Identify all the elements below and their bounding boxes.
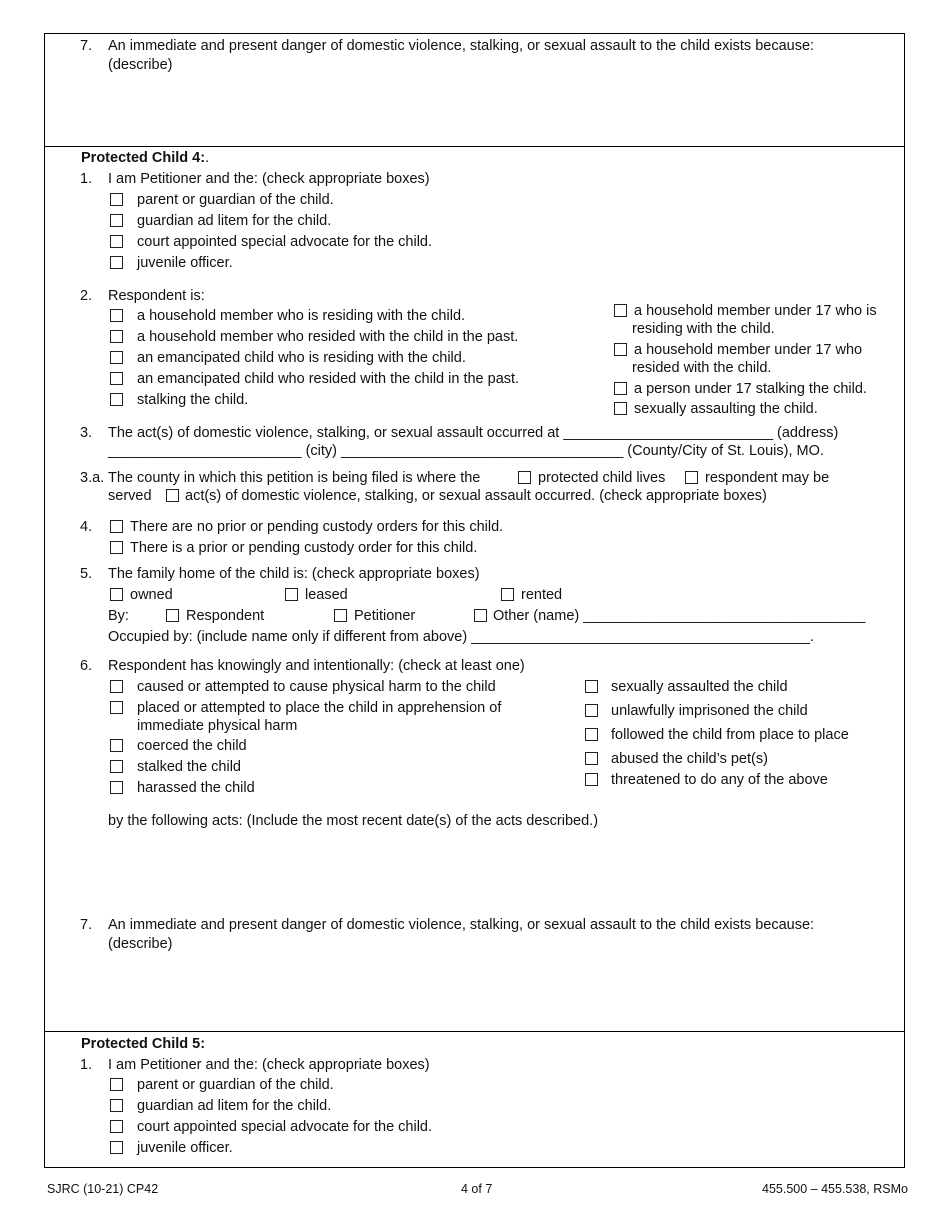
option-label: placed or attempted to place the child in apprehension of: [137, 700, 502, 716]
checkbox-parent-guardian[interactable]: [110, 1078, 123, 1091]
checkbox-guardian-ad-litem[interactable]: [110, 1099, 123, 1112]
checkbox-by-other[interactable]: [474, 609, 487, 622]
option-label: stalked the child: [137, 759, 241, 775]
option-label: Petitioner: [354, 608, 416, 624]
option-label: leased: [305, 587, 348, 603]
checkbox-by-petitioner[interactable]: [334, 609, 347, 622]
danger-question-describe: (describe): [108, 936, 173, 952]
option-label: owned: [130, 587, 173, 603]
option-label: caused or attempted to cause physical harm to the child: [137, 679, 496, 695]
other-name-field[interactable]: Other (name) ___________________________________: [493, 608, 866, 624]
checkbox-home-leased[interactable]: [285, 588, 298, 601]
option-label: coerced the child: [137, 738, 247, 754]
option-label: protected child lives: [538, 470, 666, 486]
petitioner-question: I am Petitioner and the: (check appropriate boxes): [108, 171, 430, 187]
acts-question: Respondent has knowingly and intentionally: (check at least one): [108, 658, 525, 674]
occupied-by-field[interactable]: Occupied by: (include name only if different from above) __________________________________________.: [108, 629, 814, 645]
option-label: parent or guardian of the child.: [137, 1077, 334, 1093]
location-city-county-line[interactable]: ________________________ (city) ___________________________________ (County/City of St. Louis), MO.: [108, 443, 824, 459]
checkbox-respondent-minor-resided[interactable]: [614, 343, 627, 356]
option-label: juvenile officer.: [137, 1140, 233, 1156]
option-label: parent or guardian of the child.: [137, 192, 334, 208]
item-number: 6.: [80, 658, 93, 674]
checkbox-harassed[interactable]: [110, 781, 123, 794]
item-number: 7.: [80, 38, 93, 54]
checkbox-respondent-household-past[interactable]: [110, 330, 123, 343]
venue-question-cont: served: [108, 488, 152, 504]
petitioner-question: I am Petitioner and the: (check appropriate boxes): [108, 1057, 430, 1073]
option-label: stalking the child.: [137, 392, 249, 408]
option-label-cont: resided with the child.: [632, 360, 772, 376]
checkbox-abused-pets[interactable]: [585, 752, 598, 765]
option-label-cont: immediate physical harm: [137, 718, 298, 734]
option-label: a person under 17 stalking the child.: [634, 381, 867, 397]
checkbox-coerced[interactable]: [110, 739, 123, 752]
item-number: 2.: [80, 288, 93, 304]
checkbox-physical-harm[interactable]: [110, 680, 123, 693]
option-label: guardian ad litem for the child.: [137, 1098, 332, 1114]
checkbox-respondent-emancipated-past[interactable]: [110, 372, 123, 385]
location-address-line[interactable]: The act(s) of domestic violence, stalking, or sexual assault occurred at __________________________ (address): [108, 425, 839, 441]
danger-question: An immediate and present danger of domestic violence, stalking, or sexual assault to the child exists because:: [108, 38, 815, 54]
child4-heading: Protected Child 4:.: [81, 150, 210, 166]
item-number: 3.: [80, 425, 93, 441]
option-label: sexually assaulted the child: [611, 679, 788, 695]
checkbox-respondent-minor-stalking[interactable]: [614, 382, 627, 395]
checkbox-court-advocate[interactable]: [110, 235, 123, 248]
statute-reference: 455.500 – 455.538, RSMo: [762, 1182, 908, 1196]
checkbox-respondent-stalking[interactable]: [110, 393, 123, 406]
option-label: followed the child from place to place: [611, 727, 849, 743]
checkbox-prior-custody-order[interactable]: [110, 541, 123, 554]
checkbox-respondent-household-residing[interactable]: [110, 309, 123, 322]
option-label: an emancipated child who is residing with the child.: [137, 350, 466, 366]
option-label: juvenile officer.: [137, 255, 233, 271]
checkbox-imprisoned[interactable]: [585, 704, 598, 717]
option-label: a household member under 17 who is: [634, 303, 877, 319]
respondent-question: Respondent is:: [108, 288, 205, 304]
option-label: a household member under 17 who: [634, 342, 863, 358]
item-number: 4.: [80, 519, 93, 535]
checkbox-venue-acts-occurred[interactable]: [166, 489, 179, 502]
option-label: guardian ad litem for the child.: [137, 213, 332, 229]
option-label: threatened to do any of the above: [611, 772, 828, 788]
home-question: The family home of the child is: (check appropriate boxes): [108, 566, 480, 582]
item-number: 3.a.: [80, 470, 105, 486]
checkbox-home-owned[interactable]: [110, 588, 123, 601]
option-label: rented: [521, 587, 563, 603]
item-number: 7.: [80, 917, 93, 933]
option-label: harassed the child: [137, 780, 255, 796]
checkbox-apprehension[interactable]: [110, 701, 123, 714]
option-label: There is a prior or pending custody order for this child.: [130, 540, 478, 556]
page-number: 4 of 7: [461, 1182, 493, 1196]
checkbox-sexually-assaulted[interactable]: [585, 680, 598, 693]
checkbox-home-rented[interactable]: [501, 588, 514, 601]
checkbox-respondent-sexual-assault[interactable]: [614, 402, 627, 415]
form-id: SJRC (10-21) CP42: [47, 1182, 159, 1196]
option-label: sexually assaulting the child.: [634, 401, 818, 417]
checkbox-followed[interactable]: [585, 728, 598, 741]
checkbox-venue-child-lives[interactable]: [518, 471, 531, 484]
venue-question: The county in which this petition is being filed is where the: [108, 470, 481, 486]
item-number: 1.: [80, 1057, 93, 1073]
item-number: 1.: [80, 171, 93, 187]
section-divider: [44, 1031, 905, 1032]
checkbox-parent-guardian[interactable]: [110, 193, 123, 206]
checkbox-stalked[interactable]: [110, 760, 123, 773]
checkbox-juvenile-officer[interactable]: [110, 1141, 123, 1154]
option-label: abused the child’s pet(s): [611, 751, 768, 767]
by-label: By:: [108, 608, 129, 624]
section-divider: [44, 146, 905, 147]
danger-question: An immediate and present danger of domestic violence, stalking, or sexual assault to the child exists because:: [108, 917, 815, 933]
option-label: There are no prior or pending custody orders for this child.: [130, 519, 504, 535]
checkbox-threatened[interactable]: [585, 773, 598, 786]
option-label-cont: residing with the child.: [632, 321, 775, 337]
checkbox-by-respondent[interactable]: [166, 609, 179, 622]
checkbox-no-custody-orders[interactable]: [110, 520, 123, 533]
child5-heading: Protected Child 5:: [81, 1036, 206, 1052]
item-number: 5.: [80, 566, 93, 582]
child4-heading-label: Protected Child 4:: [81, 150, 206, 166]
option-label: a household member who resided with the child in the past.: [137, 329, 519, 345]
checkbox-guardian-ad-litem[interactable]: [110, 214, 123, 227]
checkbox-respondent-emancipated-residing[interactable]: [110, 351, 123, 364]
acts-followup: by the following acts: (Include the most recent date(s) of the acts described.): [108, 813, 599, 829]
option-label: act(s) of domestic violence, stalking, or sexual assault occurred. (check appropriate boxes): [185, 488, 767, 504]
checkbox-venue-respondent-served[interactable]: [685, 471, 698, 484]
checkbox-juvenile-officer[interactable]: [110, 256, 123, 269]
option-label: an emancipated child who resided with the child in the past.: [137, 371, 520, 387]
option-label: Respondent: [186, 608, 265, 624]
option-label: unlawfully imprisoned the child: [611, 703, 808, 719]
option-label: respondent may be: [705, 470, 830, 486]
checkbox-respondent-minor-residing[interactable]: [614, 304, 627, 317]
option-label: court appointed special advocate for the child.: [137, 234, 433, 250]
option-label: a household member who is residing with the child.: [137, 308, 466, 324]
danger-question-describe: (describe): [108, 57, 173, 73]
option-label: court appointed special advocate for the child.: [137, 1119, 433, 1135]
checkbox-court-advocate[interactable]: [110, 1120, 123, 1133]
